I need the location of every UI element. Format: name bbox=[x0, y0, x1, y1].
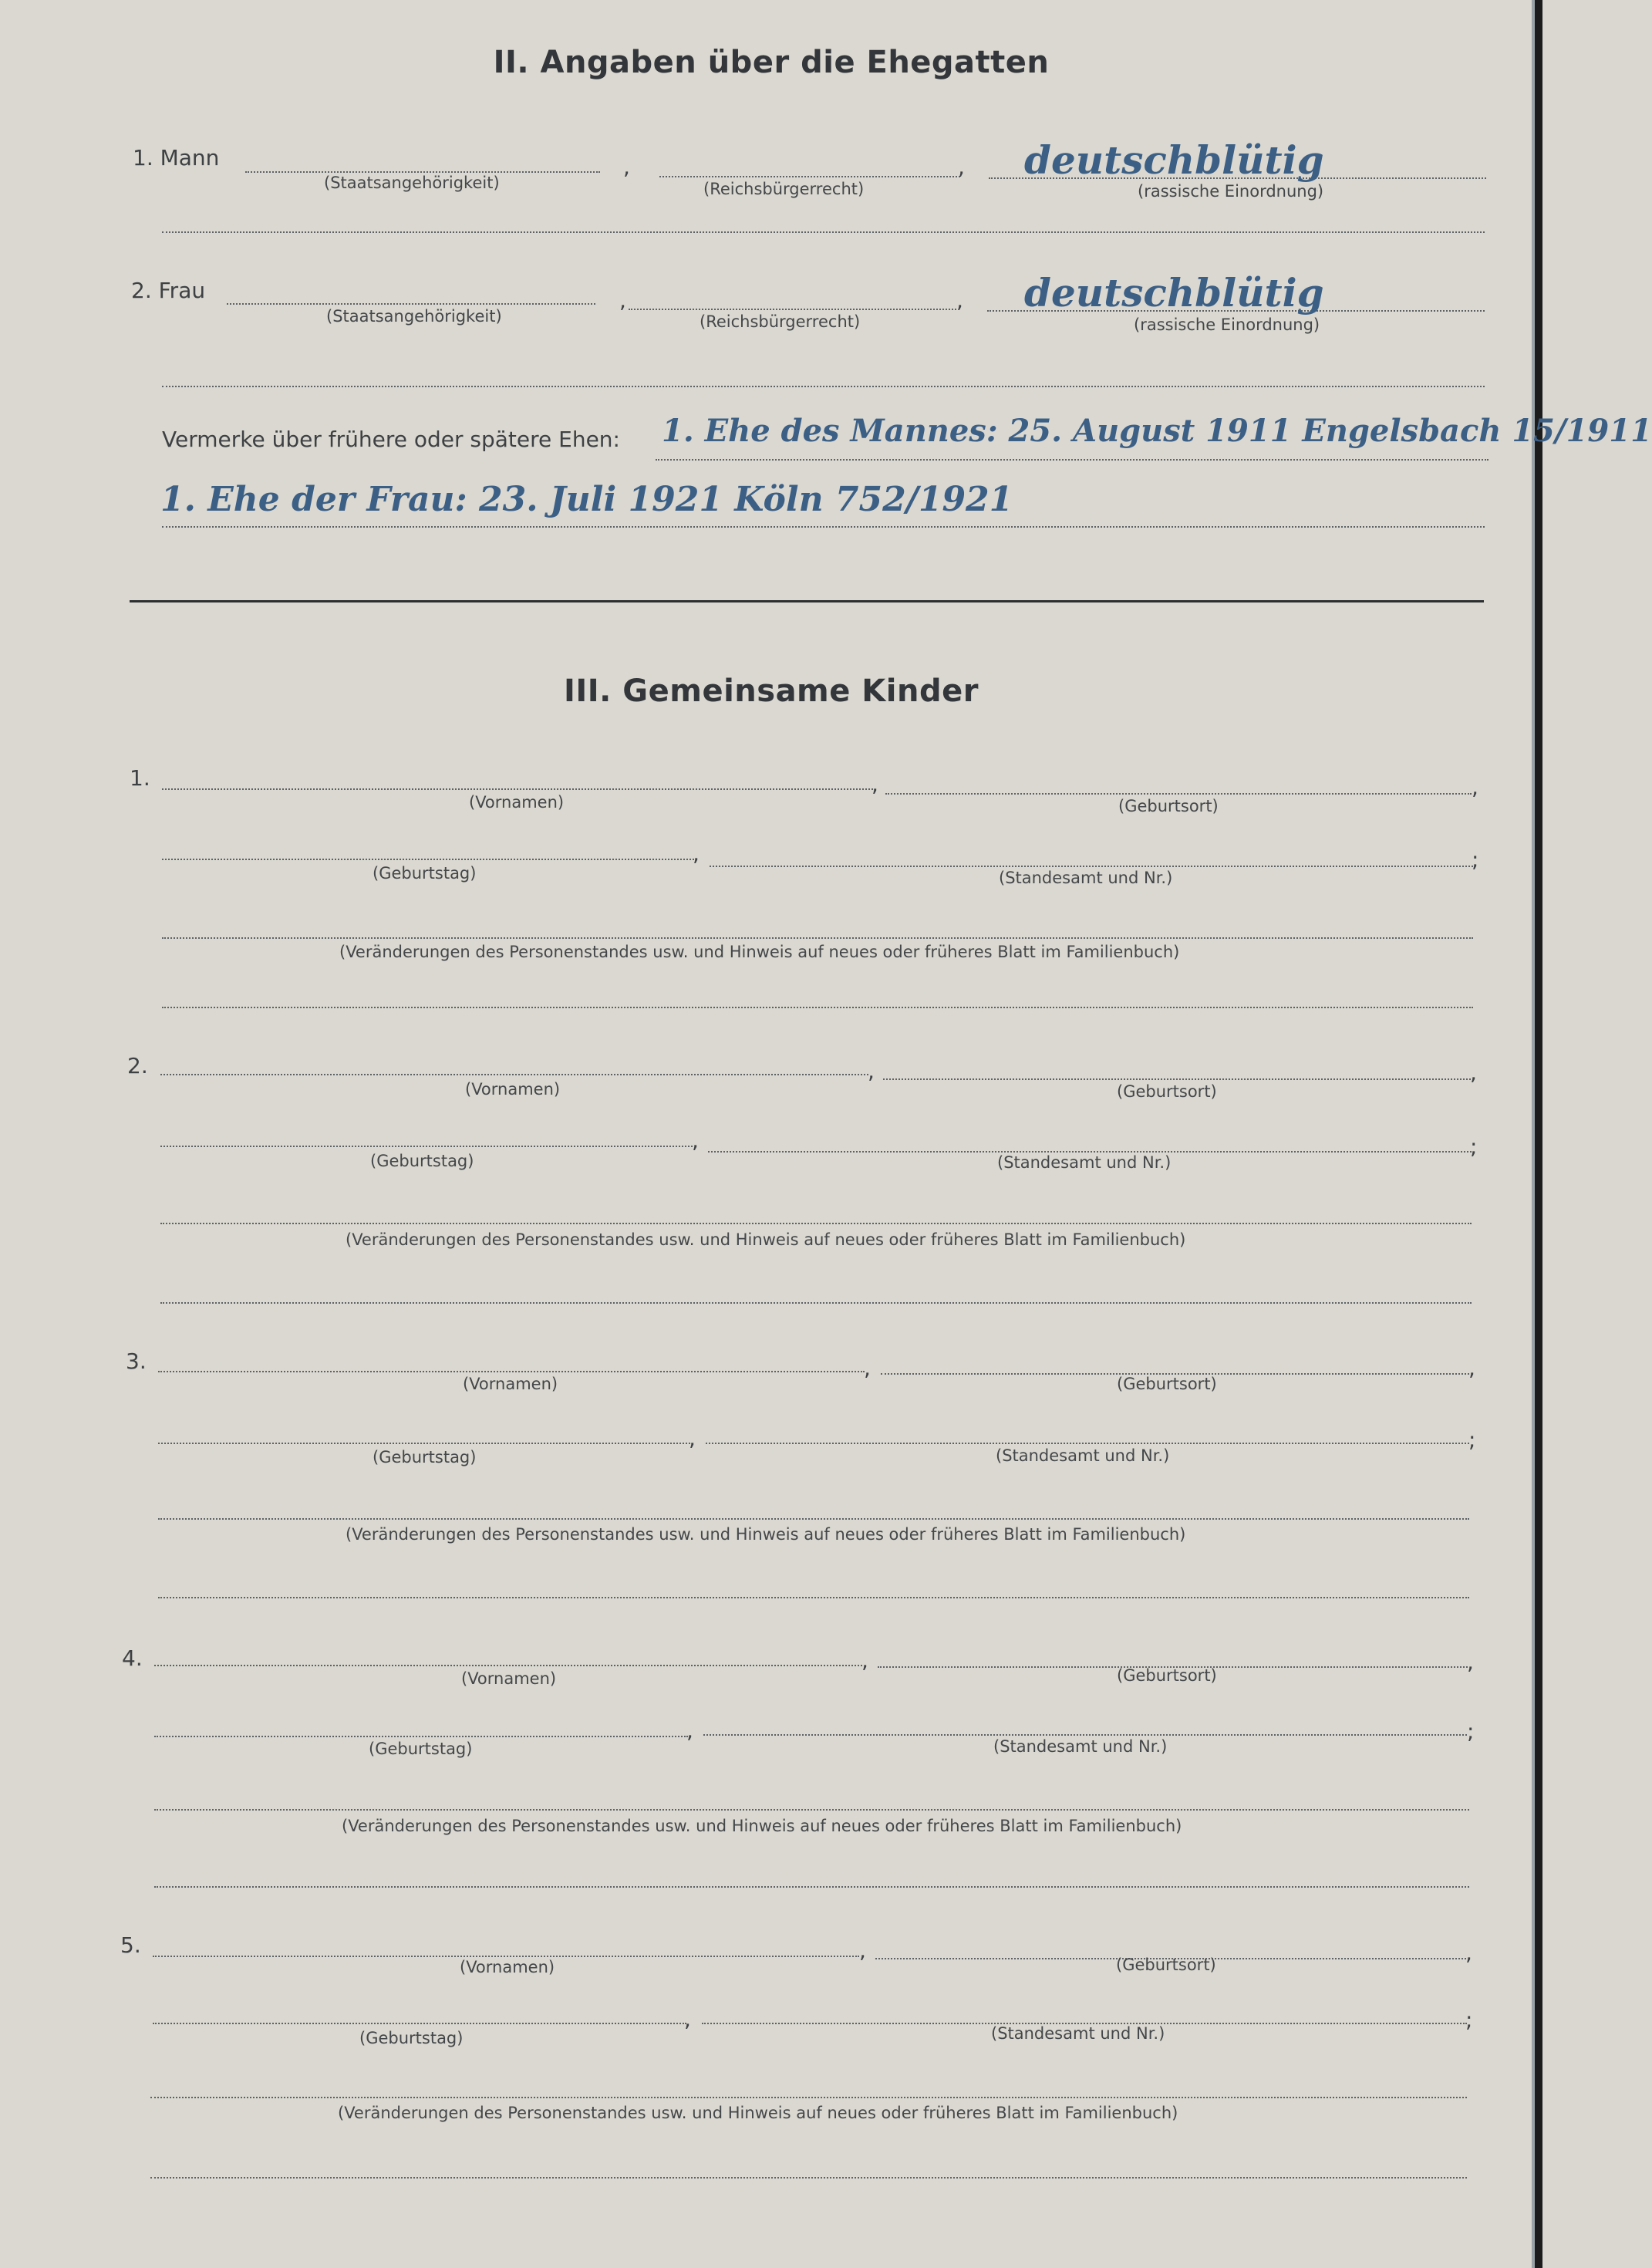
kind-3-vornamen-field[interactable] bbox=[158, 1371, 865, 1372]
kind-2-geburtstag-field[interactable] bbox=[160, 1146, 693, 1147]
caption-rassische-einordnung: (rassische Einordnung) bbox=[1138, 182, 1324, 201]
kind-1-vornamen-field[interactable] bbox=[162, 788, 873, 790]
caption-staatsangehoerigkeit: (Staatsangehörigkeit) bbox=[324, 174, 500, 192]
kind-1-geburtsort-field[interactable] bbox=[885, 793, 1472, 795]
kind-1-veraenderungen-field[interactable] bbox=[162, 937, 1473, 939]
kind-4-veraenderungen-field[interactable] bbox=[154, 1809, 1469, 1811]
frau-staat-field[interactable] bbox=[227, 303, 595, 305]
kind-2-number: 2. bbox=[127, 1053, 148, 1078]
kind-3-extra-line[interactable] bbox=[158, 1597, 1469, 1598]
kind-4-number: 4. bbox=[122, 1645, 143, 1671]
kind-4-vornamen-field[interactable] bbox=[154, 1665, 862, 1666]
caption-vornamen: (Vornamen) bbox=[461, 1669, 557, 1688]
kind-3-geburtstag-field[interactable] bbox=[158, 1443, 690, 1444]
kind-3-standesamt-field[interactable] bbox=[706, 1443, 1469, 1444]
kind-2-geburtsort-field[interactable] bbox=[883, 1078, 1471, 1080]
caption-geburtstag: (Geburtstag) bbox=[359, 2029, 464, 2047]
caption-standesamt: (Standesamt und Nr.) bbox=[996, 1446, 1170, 1465]
caption-veraenderungen: (Veränderungen des Personenstandes usw. und Hinweis auf neues oder früheres Blatt im Familienbuch) bbox=[342, 1817, 1182, 1835]
page-edge-strip bbox=[1532, 0, 1535, 2268]
caption-vornamen: (Vornamen) bbox=[465, 1080, 561, 1099]
caption-reichsbuergerrecht: (Reichsbürgerrecht) bbox=[703, 180, 865, 198]
vermerke-handwriting-1: 1. Ehe des Mannes: 25. August 1911 Engelsbach 15/1911 bbox=[662, 413, 1652, 449]
caption-standesamt: (Standesamt und Nr.) bbox=[997, 1153, 1172, 1172]
frau-reich-field[interactable] bbox=[629, 309, 956, 310]
vermerke-handwriting-2: 1. Ehe der Frau: 23. Juli 1921 Köln 752/1921 bbox=[160, 480, 1013, 519]
caption-standesamt: (Standesamt und Nr.) bbox=[991, 2024, 1165, 2043]
section-2-title: II. Angaben über die Ehegatten bbox=[493, 45, 1050, 80]
caption-geburtsort: (Geburtsort) bbox=[1118, 797, 1219, 815]
kind-5-vornamen-field[interactable] bbox=[153, 1956, 859, 1957]
kind-5-veraenderungen-field[interactable] bbox=[150, 2097, 1467, 2098]
kind-3-number: 3. bbox=[126, 1348, 147, 1374]
caption-geburtstag: (Geburtstag) bbox=[370, 1152, 474, 1170]
frau-label: 2. Frau bbox=[131, 278, 206, 303]
caption-rassische-einordnung: (rassische Einordnung) bbox=[1134, 316, 1320, 334]
kind-3-veraenderungen-field[interactable] bbox=[158, 1518, 1469, 1520]
section-divider bbox=[130, 600, 1484, 602]
kind-1-extra-line[interactable] bbox=[162, 1007, 1473, 1008]
caption-veraenderungen: (Veränderungen des Personenstandes usw. und Hinweis auf neues oder früheres Blatt im Familienbuch) bbox=[338, 2104, 1178, 2122]
caption-reichsbuergerrecht: (Reichsbürgerrecht) bbox=[700, 312, 861, 331]
caption-standesamt: (Standesamt und Nr.) bbox=[993, 1737, 1168, 1756]
kind-1-geburtstag-field[interactable] bbox=[162, 859, 694, 860]
mann-extra-line[interactable] bbox=[162, 231, 1485, 233]
kind-4-extra-line[interactable] bbox=[154, 1886, 1469, 1888]
kind-4-standesamt-field[interactable] bbox=[703, 1734, 1467, 1736]
kind-5-number: 5. bbox=[120, 1932, 141, 1958]
caption-vornamen: (Vornamen) bbox=[463, 1375, 558, 1393]
mann-rasse-handwriting: deutschblütig bbox=[1024, 137, 1324, 183]
caption-staatsangehoerigkeit: (Staatsangehörigkeit) bbox=[326, 307, 502, 326]
kind-5-extra-line[interactable] bbox=[150, 2177, 1467, 2179]
caption-geburtstag: (Geburtstag) bbox=[373, 1448, 477, 1466]
caption-veraenderungen: (Veränderungen des Personenstandes usw. und Hinweis auf neues oder früheres Blatt im Familienbuch) bbox=[346, 1525, 1186, 1544]
mann-reich-field[interactable] bbox=[659, 176, 960, 177]
vermerke-label: Vermerke über frühere oder spätere Ehen: bbox=[162, 427, 620, 452]
mann-label: 1. Mann bbox=[133, 145, 220, 170]
caption-geburtstag: (Geburtstag) bbox=[369, 1740, 473, 1758]
caption-vornamen: (Vornamen) bbox=[469, 793, 565, 812]
kind-2-veraenderungen-field[interactable] bbox=[160, 1223, 1472, 1224]
caption-geburtsort: (Geburtsort) bbox=[1117, 1082, 1217, 1101]
page-edge-shadow bbox=[1535, 0, 1542, 2268]
form-page: II. Angaben über die Ehegatten 1. Mann , , deutschblütig (Staatsangehörigkeit) (Reichsbürgerrecht) (rassische Einordnung) 2. Frau , , deutschblütig (Staatsangehörigkeit) (Reichsbürgerrecht) (rassische Einordnung) Vermerke über frühere oder spätere Ehen: 1. Ehe des Mannes: 25. August 1911 Engelsbach 15/1911 1. Ehe der Frau: 23. Juli 1921 Köln 752/1921 III. Gemeinsame Kinder 1. , , (Vornamen) (Geburtsort) , ; (Geburtstag) (Standesamt und Nr.) (Veränderungen des Personenstandes usw. und Hinweis auf neues oder früheres Blatt im Familienbuch) 2. , , (Vornamen) (Geburtsort) , ; (Geburtstag) (Standesamt und Nr.) (Veränderungen des Personenstandes usw. und Hinweis auf neues oder früheres Blatt im Familienbuch) 3. , , (Vornamen) (Geburtsort) , ; (Geburtstag) (Standesamt und Nr.) (Veränderungen des Personenstandes usw. und Hinweis auf neues oder früheres Blatt im Familienbuch) 4. , , (Vornamen) (Geburtsort) , ; (Geburtstag) (Standesamt und Nr.) (Veränderungen des Personenstandes usw. und Hinweis auf neues oder früheres Blatt im Familienbuch) 5. , , (Vornamen) (Geburtsort) , ; (Geburtstag) (Standesamt und Nr.) (Veränderungen des Personenstandes usw. und Hinweis auf neues oder früheres Blatt im Familienbuch) bbox=[0, 0, 1542, 2268]
kind-2-standesamt-field[interactable] bbox=[708, 1151, 1472, 1153]
section-3-title: III. Gemeinsame Kinder bbox=[564, 673, 979, 709]
frau-extra-line[interactable] bbox=[162, 386, 1485, 387]
kind-4-geburtstag-field[interactable] bbox=[154, 1736, 688, 1737]
frau-rasse-handwriting: deutschblütig bbox=[1024, 270, 1324, 316]
kind-1-number: 1. bbox=[130, 765, 150, 791]
caption-geburtsort: (Geburtsort) bbox=[1117, 1666, 1217, 1685]
vermerke-line-2[interactable] bbox=[162, 526, 1485, 528]
caption-geburtsort: (Geburtsort) bbox=[1116, 1956, 1216, 1974]
vermerke-line-1[interactable] bbox=[656, 459, 1488, 461]
caption-geburtsort: (Geburtsort) bbox=[1117, 1375, 1217, 1393]
caption-vornamen: (Vornamen) bbox=[460, 1958, 555, 1976]
caption-geburtstag: (Geburtstag) bbox=[373, 864, 477, 883]
caption-veraenderungen: (Veränderungen des Personenstandes usw. und Hinweis auf neues oder früheres Blatt im Familienbuch) bbox=[339, 943, 1180, 961]
kind-5-geburtstag-field[interactable] bbox=[153, 2023, 686, 2024]
mann-staat-field[interactable] bbox=[245, 171, 600, 173]
kind-2-extra-line[interactable] bbox=[160, 1302, 1472, 1304]
caption-standesamt: (Standesamt und Nr.) bbox=[999, 869, 1173, 887]
caption-veraenderungen: (Veränderungen des Personenstandes usw. und Hinweis auf neues oder früheres Blatt im Familienbuch) bbox=[346, 1230, 1186, 1249]
kind-2-vornamen-field[interactable] bbox=[160, 1074, 868, 1075]
kind-1-standesamt-field[interactable] bbox=[710, 866, 1473, 867]
